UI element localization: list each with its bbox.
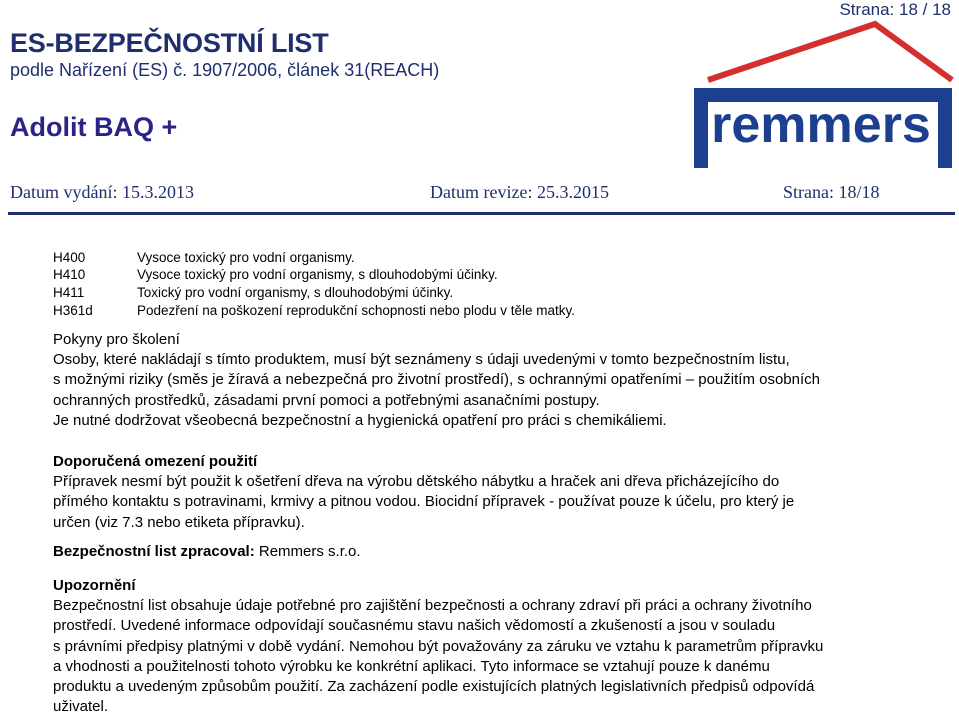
hazard-text: Toxický pro vodní organismy, s dlouhodobými účinky. <box>137 285 454 300</box>
hazard-text: Vysoce toxický pro vodní organismy. <box>137 250 355 265</box>
hazard-code: H410 <box>53 267 86 282</box>
notice-section <box>53 576 953 717</box>
notice-line: prostředí. Uvedené informace odpovídají současnému stavu našich vědomostí a zkušeností a jsou v souladu <box>53 617 776 635</box>
training-line: s možnými riziky (směs je žíravá a nebezpečná pro životní prostředí), s ochrannými opatřeními – použitím osobních <box>53 371 820 389</box>
logo-text: remmers <box>711 96 931 154</box>
header-divider <box>8 212 955 215</box>
notice-heading: Upozornění <box>53 577 136 594</box>
hazard-text: Vysoce toxický pro vodní organismy, s dlouhodobými účinky. <box>137 267 498 282</box>
remmers-logo <box>694 18 956 176</box>
training-line: Je nutné dodržovat všeobecná bezpečnostní a hygienická opatření pro práci s chemikáliemi. <box>53 411 667 429</box>
hazard-code: H361d <box>53 303 93 318</box>
notice-line: a vhodnosti a použitelnosti tohoto výrobku ke konkrétní aplikaci. Tyto informace se vztahují pouze k danému <box>53 657 770 675</box>
prepared-by <box>53 542 953 562</box>
hazard-code: H400 <box>53 250 86 265</box>
hazard-text: Podezření na poškození reprodukční schopnosti nebo plodu v těle matky. <box>137 303 576 318</box>
page-number: Strana: 18/18 <box>783 182 880 202</box>
notice-line: s právními předpisy platnými v době vydání. Nemohou být považovány za záruku ve vztahu k parametrům přípravku <box>53 637 824 655</box>
page-indicator: Strana: 18 / 18 <box>839 0 951 19</box>
notice-line: produktu a uvedeným způsobům použití. Za zacházení podle existujících platných legislativních předpisů odpovídá <box>53 678 815 696</box>
training-heading: Pokyny pro školení <box>53 331 180 348</box>
prepared-by-label: Bezpečnostní list zpracoval: <box>53 543 255 560</box>
restrictions-heading: Doporučená omezení použití <box>53 453 258 470</box>
revision-date: Datum revize: 25.3.2015 <box>430 182 609 202</box>
prepared-by-value: Remmers s.r.o. <box>254 543 361 560</box>
restrictions-line: Přípravek nesmí být použit k ošetření dřeva na výrobu dětského nábytku a hraček ani dřeva přicházejícího do <box>53 473 780 491</box>
hazard-code: H411 <box>53 285 85 300</box>
restrictions-section <box>53 452 953 533</box>
document-subtitle: podle Nařízení (ES) č. 1907/2006, článek 31(REACH) <box>10 60 440 80</box>
notice-line: Bezpečnostní list obsahuje údaje potřebné pro zajištění bezpečnosti a ochrany zdraví při práci a ochrany životního <box>53 597 812 615</box>
training-line: ochranných prostředků, zásadami první pomoci a potřebnými asanačními postupy. <box>53 391 600 409</box>
document-title: ES-BEZPEČNOSTNÍ LIST <box>10 28 329 58</box>
issue-date: Datum vydání: 15.3.2013 <box>10 182 194 202</box>
training-section <box>53 330 953 431</box>
restrictions-line: přímého kontaktu s potravinami, krmivy a pitnou vodou. Biocidní přípravek - používat pouze k účelu, pro který je <box>53 493 795 511</box>
product-name: Adolit BAQ + <box>10 112 178 142</box>
notice-line: uživatel. <box>53 698 109 716</box>
restrictions-line: určen (viz 7.3 nebo etiketa přípravku). <box>53 513 305 531</box>
logo-roof-icon <box>708 24 952 80</box>
training-line: Osoby, které nakládají s tímto produktem, musí být seznámeny s údaji uvedenými v tomto bezpečnostním listu, <box>53 351 790 369</box>
